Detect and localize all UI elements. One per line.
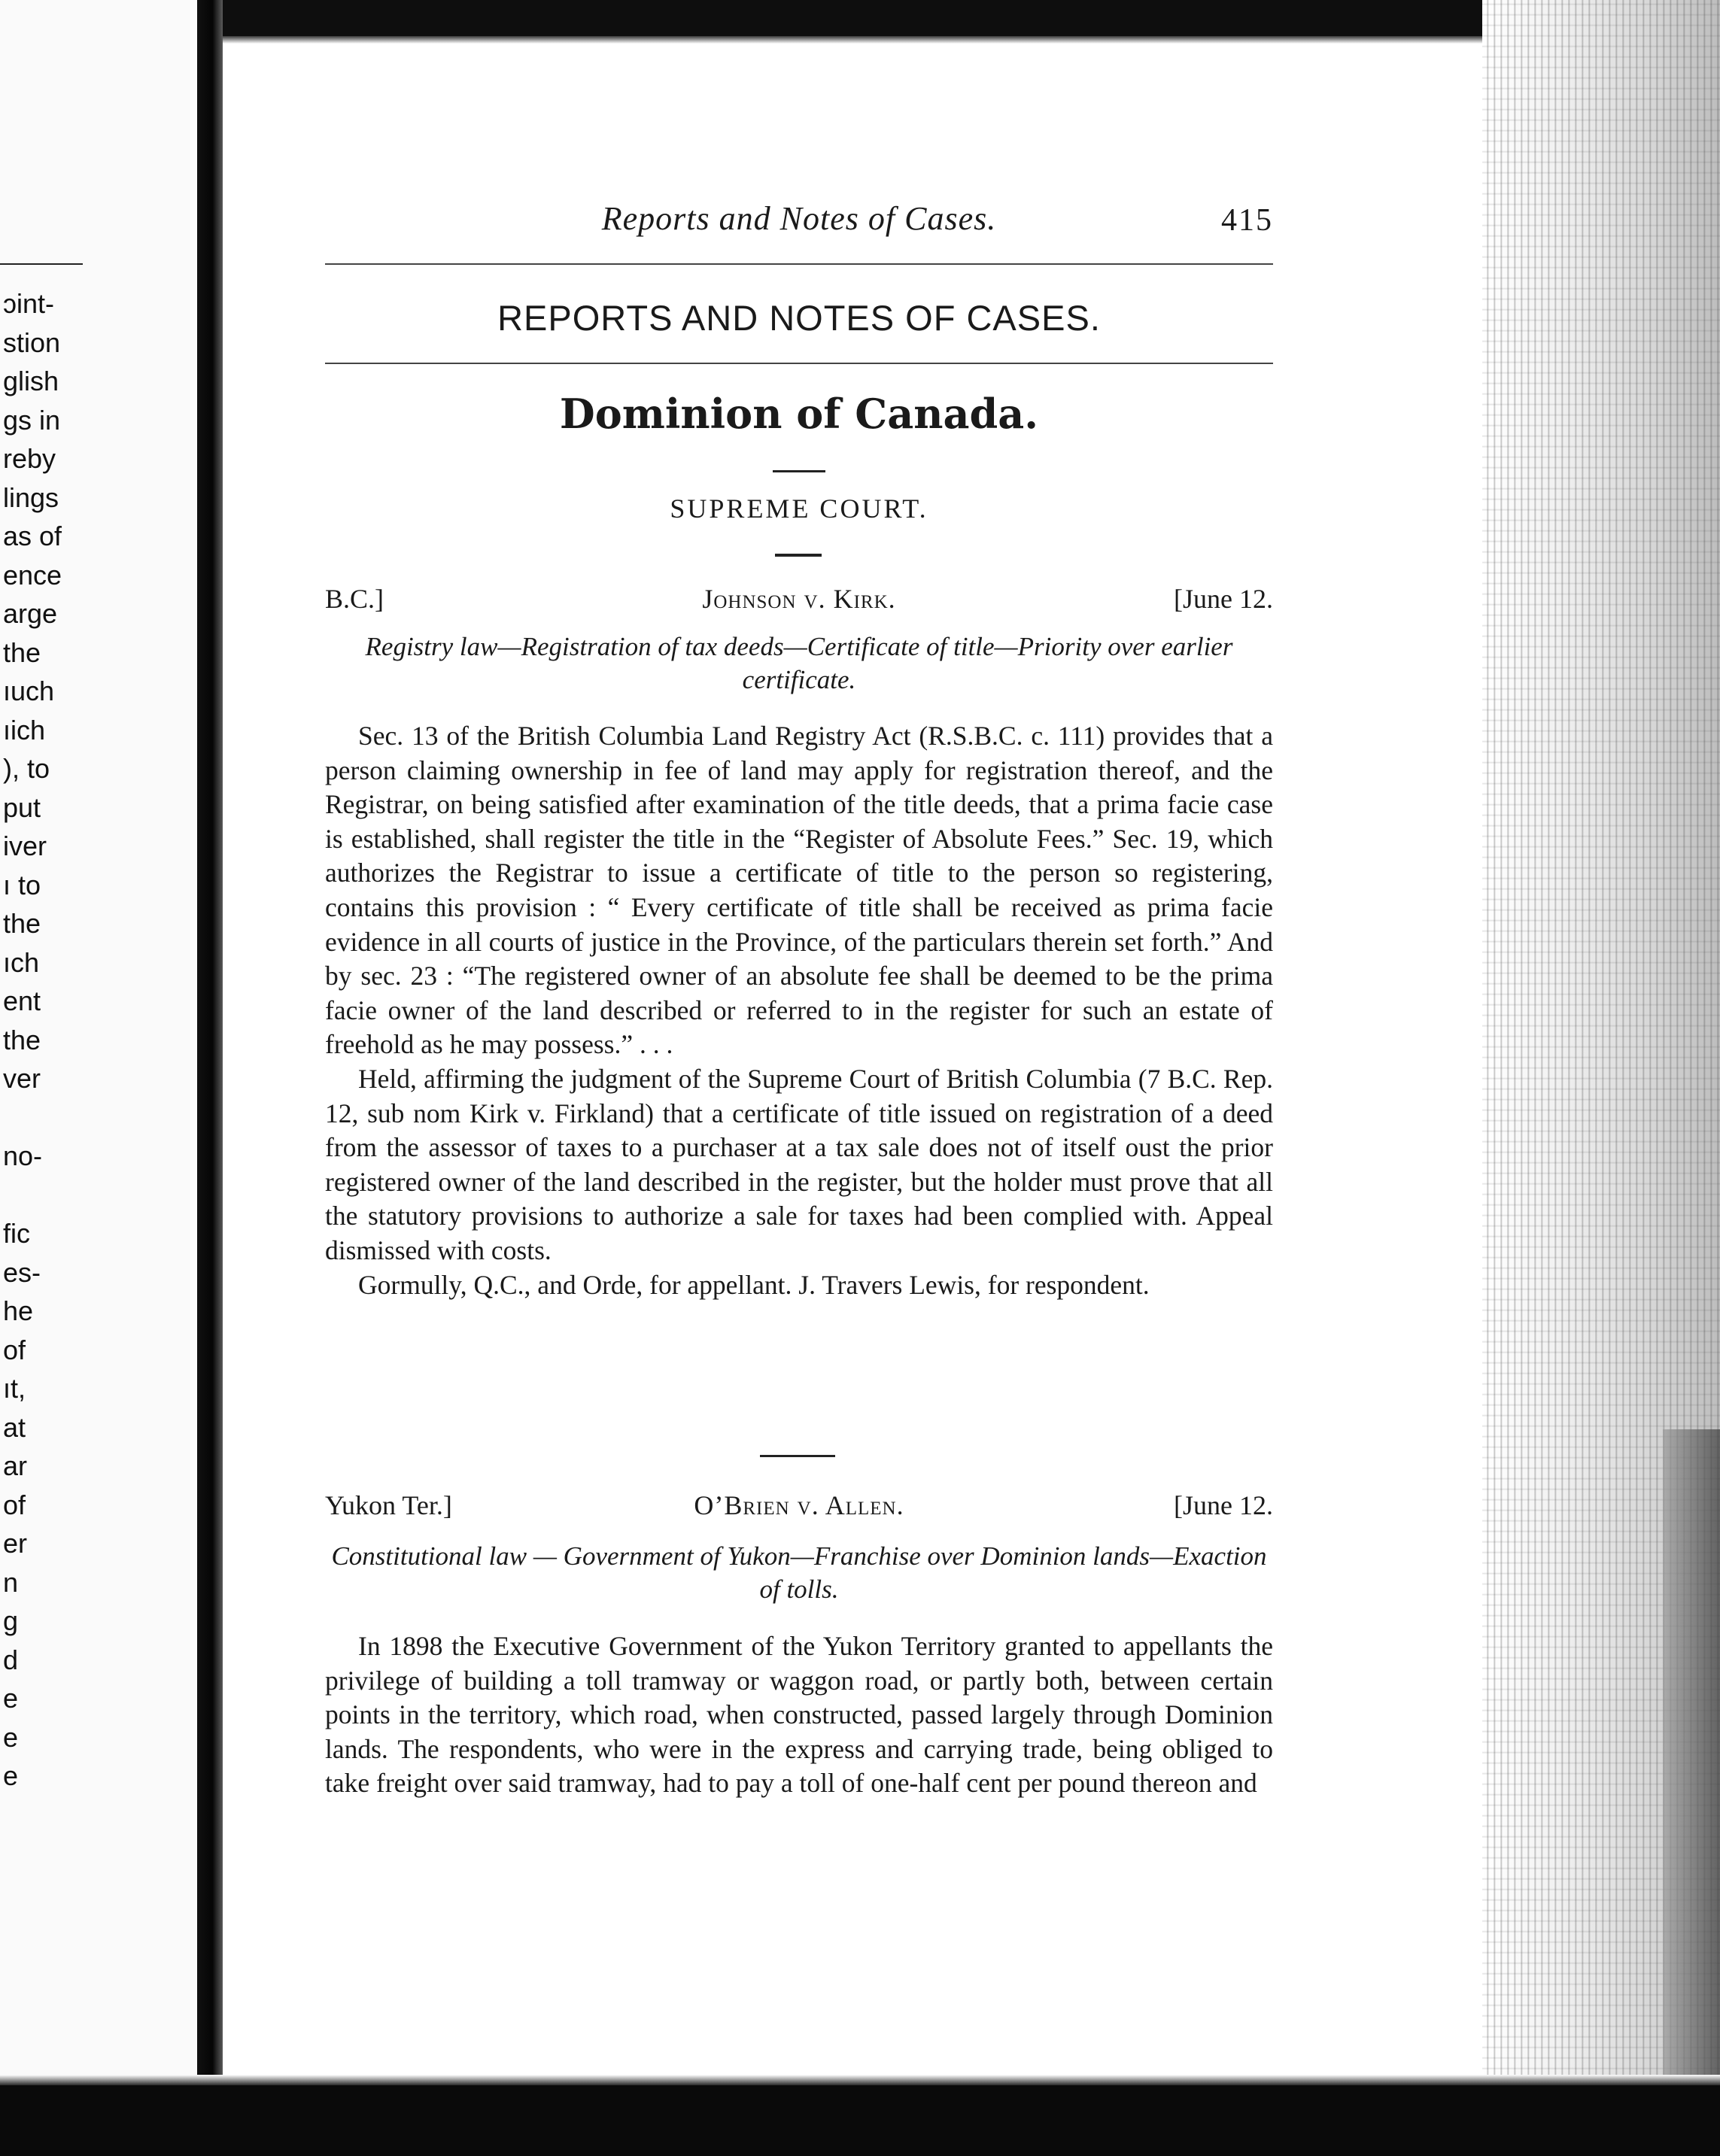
facing-page-fragment: arge xyxy=(3,598,58,629)
case-body xyxy=(325,1629,1273,1801)
running-head xyxy=(325,199,1273,252)
case-province: B.C.] xyxy=(325,584,384,614)
divider-rule xyxy=(773,470,825,472)
facing-page-fragment xyxy=(3,1176,101,1215)
facing-page-fragment: ıch xyxy=(3,946,40,978)
facing-page-fragment: the xyxy=(3,1024,41,1055)
facing-page-fragment: ence xyxy=(3,559,62,591)
facing-page-fragment: e xyxy=(3,1683,19,1714)
scan-right-shadow xyxy=(1663,1429,1720,2099)
facing-page-fragment: reby xyxy=(3,443,56,474)
facing-page-fragment: er xyxy=(3,1528,28,1559)
scan-book-spine xyxy=(197,0,223,2156)
page-number: 415 xyxy=(1221,203,1273,238)
section-rule xyxy=(325,363,1273,364)
facing-page-fragment: ıuch xyxy=(3,676,55,706)
facing-page-fragment: ıich xyxy=(3,714,46,745)
case-caption xyxy=(325,1489,1273,1524)
facing-page-fragment: of xyxy=(3,1489,26,1520)
running-head-title: Reports and Notes of Cases. xyxy=(601,200,997,237)
case-headnote: Registry law—Registration of tax deeds—Certificate of title—Priority over earlier certificate. xyxy=(365,632,1233,694)
facing-page-fragment: glish xyxy=(3,366,59,396)
facing-page-fragment: ver xyxy=(3,1063,41,1094)
case-caption xyxy=(325,583,1273,618)
case-body xyxy=(325,719,1273,1302)
facing-page-fragment: ı to xyxy=(3,869,41,900)
facing-page-bleed-text xyxy=(3,284,101,1796)
jurisdiction-heading: Dominion of Canada. xyxy=(559,390,1039,438)
header-rule xyxy=(325,263,1273,265)
facing-page-fragment: ), to xyxy=(3,753,50,784)
case-paragraph: Sec. 13 of the British Columbia Land Registry Act (R.S.B.C. c. 111) provides that a person claiming ownership in fee of land may apply for registration thereof, and the Registrar, on being satisfied after examination of the title deeds, that a prima facie case is established, shall register the title in the “Register of Absolute Fees.” Sec. 19, which authorizes the Registrar to issue a certificate of title to the person so registering, contains this provision : “ Every certificate of title shall be received as prima facie evidence in all courts of justice in the Province, of the particulars therein set forth.” And by sec. 23 : “The registered owner of an absolute fee shall be deemed to be the prima facie owner of the land described or referred to in the register for such an estate of freehold as he may possess.” . . . xyxy=(325,721,1273,1060)
facing-page-fragment: lings xyxy=(3,481,59,513)
case-parties: Johnson v. Kirk. xyxy=(702,584,896,614)
facing-page-fragment: fic xyxy=(3,1218,30,1249)
facing-page-fragment: g xyxy=(3,1605,19,1636)
facing-page-fragment: he xyxy=(3,1295,34,1326)
facing-page-fragment: e xyxy=(3,1760,19,1791)
facing-page-fragment: ar xyxy=(3,1450,28,1481)
facing-page-fragment: ɔint- xyxy=(3,288,55,319)
facing-page-fragment: no- xyxy=(3,1140,43,1171)
facing-page-fragment: d xyxy=(3,1644,19,1675)
facing-page-fragment: iver xyxy=(3,831,47,861)
case-date: [June 12. xyxy=(1174,584,1273,614)
case-headnote: Constitutional law — Government of Yukon—Franchise over Dominion lands—Exaction of tolls. xyxy=(331,1541,1267,1604)
scan-bottom-border xyxy=(0,2085,1720,2156)
facing-page-fragment: the xyxy=(3,636,41,668)
facing-page-fragment: es- xyxy=(3,1256,41,1288)
facing-page-rule xyxy=(0,263,83,265)
section-title: REPORTS AND NOTES OF CASES. xyxy=(497,298,1101,338)
case-province: Yukon Ter.] xyxy=(325,1490,452,1520)
facing-page-fragment xyxy=(3,1098,101,1137)
facing-page-fragment: stion xyxy=(3,326,61,358)
case-separator-rule xyxy=(760,1455,835,1457)
case-paragraph: Held, affirming the judgment of the Supreme Court of British Columbia (7 B.C. Rep. 12, sub nom Kirk v. Firkland) that a certificate of title issued on registration of a deed from the assessor of taxes to a purchaser at a tax sale does not of itself oust the prior registered owner of the land described in the register, but the holder must prove that all the statutory provisions to authorize a sale for taxes had been complied with. Appeal dismissed with costs. xyxy=(325,1063,1273,1265)
case-paragraph: In 1898 the Executive Government of the Yukon Territory granted to appellants the privilege of building a toll tramway or waggon road, or partly both, between certain points in the territory, which road, when constructed, passed largely through Dominion lands. The respondents, who were in the express and carrying trade, being obliged to take freight over said tramway, had to pay a toll of one-half cent per pound thereon and xyxy=(325,1631,1273,1799)
case-parties: O’Brien v. Allen. xyxy=(694,1490,904,1520)
facing-page-fragment: put xyxy=(3,791,41,823)
facing-page-fragment: as of xyxy=(3,521,62,551)
divider-rule xyxy=(775,554,822,557)
facing-page-fragment: n xyxy=(3,1566,19,1598)
court-heading: SUPREME COURT. xyxy=(670,493,928,524)
case-counsel: Gormully, Q.C., and Orde, for appellant. J. Travers Lewis, for respondent. xyxy=(358,1269,1150,1300)
facing-page-fragment: the xyxy=(3,908,41,939)
facing-page-fragment: gs in xyxy=(3,404,61,436)
facing-page-fragment: ıt, xyxy=(3,1373,26,1404)
facing-page-fragment: at xyxy=(3,1411,26,1443)
facing-page-fragment: of xyxy=(3,1334,26,1365)
case-date: [June 12. xyxy=(1174,1490,1273,1520)
facing-page-fragment: e xyxy=(3,1721,19,1753)
facing-page-fragment: ent xyxy=(3,985,41,1016)
